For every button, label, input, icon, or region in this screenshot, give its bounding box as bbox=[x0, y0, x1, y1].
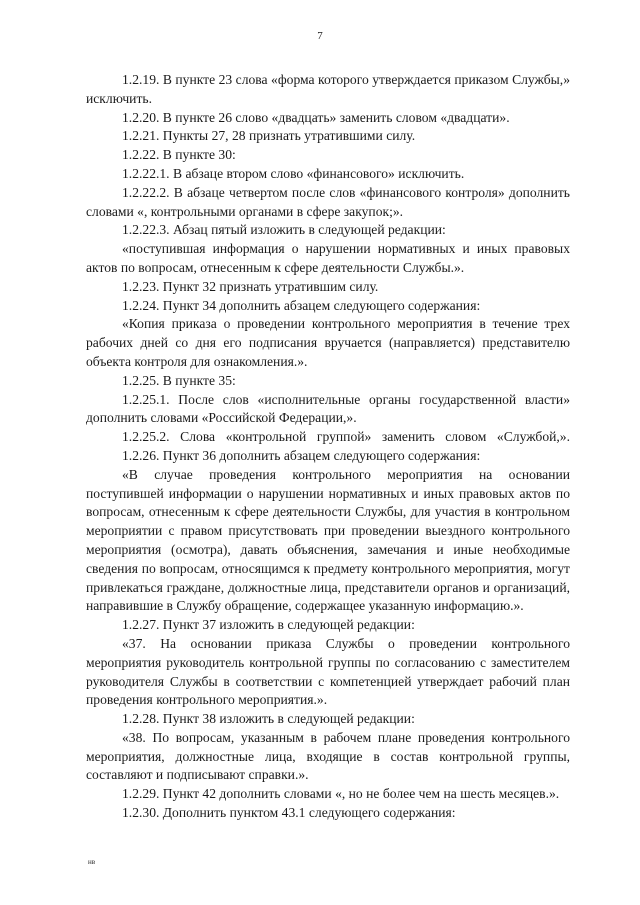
paragraph: 1.2.22.3. Абзац пятый изложить в следующей редакции: bbox=[122, 222, 446, 238]
paragraph: 1.2.22.1. В абзаце втором слово «финансового» исключить. bbox=[122, 165, 465, 181]
paragraph: 1.2.25.2. Слова «контрольной группой» заменить словом «Службой,». bbox=[122, 429, 570, 445]
paragraph: «Копия приказа о проведении контрольного мероприятия в течение трех рабочих дней со дня его подписания вручается (направляется) представителю объекта контроля для ознакомления.». bbox=[86, 316, 570, 369]
paragraph: 1.2.29. Пункт 42 дополнить словами «, но не более чем на шесть месяцев.». bbox=[122, 786, 560, 802]
paragraph: 1.2.22.2. В абзаце четвертом после слов «финансового контроля» дополнить словами «, контрольными органами в сфере закупок;». bbox=[86, 184, 570, 219]
paragraph: «37. На основании приказа Службы о проведении контрольного мероприятия руководитель контрольной группы по согласованию с заместителем руководителя Службы в соответствии с компетенцией утверждает рабочий план проведения контрольного мероприятия.». bbox=[86, 635, 570, 708]
paragraph: 1.2.25.1. После слов «исполнительные органы государственной власти» дополнить словами «Российской Федерации,». bbox=[86, 391, 570, 426]
paragraph: «38. По вопросам, указанным в рабочем плане проведения контрольного мероприятия, должностные лица, входящие в состав контрольной группы, составляют и подписывают справки.». bbox=[86, 729, 570, 783]
paragraph: 1.2.28. Пункт 38 изложить в следующей редакции: bbox=[122, 711, 415, 727]
paragraph: 1.2.26. Пункт 36 дополнить абзацем следующего содержания: bbox=[122, 447, 481, 463]
paragraph: 1.2.23. Пункт 32 признать утратившим силу. bbox=[122, 278, 379, 294]
paragraph: 1.2.25. В пункте 35: bbox=[122, 372, 236, 388]
paragraph: 1.2.24. Пункт 34 дополнить абзацем следующего содержания: bbox=[122, 297, 481, 313]
paragraph: 1.2.20. В пункте 26 слово «двадцать» заменить словом «двадцати». bbox=[122, 109, 510, 125]
paragraph: 1.2.22. В пункте 30: bbox=[122, 147, 236, 163]
paragraph: 1.2.21. Пункты 27, 28 признать утратившими силу. bbox=[122, 128, 416, 144]
paragraph: 1.2.27. Пункт 37 изложить в следующей редакции: bbox=[122, 617, 415, 633]
paragraph: 1.2.19. В пункте 23 слова «форма которого утверждается приказом Службы,» исключить. bbox=[86, 72, 570, 106]
page-number: 7 bbox=[317, 30, 323, 42]
paragraph: «поступившая информация о нарушении нормативных и иных правовых актов по вопросам, отнесенным к сфере деятельности Службы.». bbox=[86, 241, 570, 275]
paragraph: «В случае проведения контрольного мероприятия на основании поступившей информации о нарушении нормативных и иных правовых актов по вопросам, отнесенным к сфере деятельности Службы, для участия в контрольном мероприятии с правом присутствовать при проведении выездного контрольного мероприятия (осмотра), давать объяснения, замечания и иные необходимые сведения по вопросам, относящимся к предмету контрольного мероприятия, могут привлекаться граждане, должностные лица, представители органов и организаций, направившие в Службу обращение, содержащее указанную информацию.». bbox=[86, 466, 570, 614]
document-body bbox=[86, 71, 570, 823]
footer-initials: нв bbox=[88, 858, 96, 866]
paragraph: 1.2.30. Дополнить пунктом 43.1 следующего содержания: bbox=[122, 805, 456, 821]
